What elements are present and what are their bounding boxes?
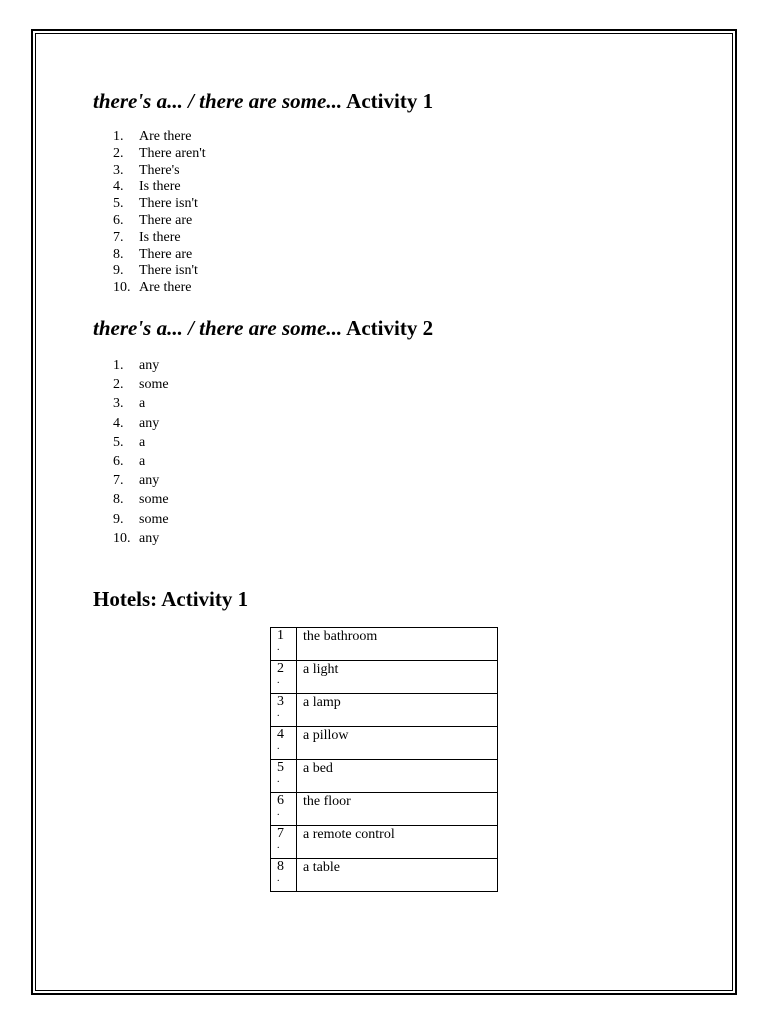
item-number: 9. — [113, 511, 124, 527]
item-text: any — [139, 473, 160, 489]
row-word-cell: a pillow — [297, 727, 498, 760]
row-number: 4 — [277, 727, 284, 742]
item-number: 3. — [113, 396, 124, 412]
row-number-dot: . — [277, 675, 280, 686]
item-text: There isn't — [139, 263, 198, 279]
activity1-heading — [93, 91, 433, 112]
item-text: Is there — [139, 179, 181, 195]
row-number-cell — [271, 661, 297, 694]
table-row — [271, 760, 498, 793]
item-text: a — [139, 434, 146, 450]
row-number-cell — [271, 628, 297, 661]
row-number: 6 — [277, 793, 284, 808]
row-number-cell — [271, 826, 297, 859]
item-text: There are — [139, 246, 193, 262]
row-word-cell: the floor — [297, 793, 498, 826]
item-text: any — [139, 415, 160, 431]
row-number-dot: . — [277, 807, 280, 818]
item-number: 1. — [113, 358, 124, 373]
item-number: 5. — [113, 196, 124, 212]
row-number: 3 — [277, 694, 284, 709]
activity2-heading — [93, 318, 433, 339]
item-text: There's — [139, 162, 180, 178]
item-text: any — [139, 530, 160, 546]
table-row — [271, 628, 498, 661]
item-number: 8. — [113, 492, 124, 508]
row-number-dot: . — [277, 741, 280, 752]
row-word-cell: a lamp — [297, 694, 498, 727]
item-number: 7. — [113, 229, 124, 245]
table-row — [271, 661, 498, 694]
row-number: 8 — [277, 859, 284, 874]
row-word-cell: the bathroom — [297, 628, 498, 661]
row-number-dot: . — [277, 840, 280, 851]
row-number-dot: . — [277, 708, 280, 719]
item-text: some — [139, 511, 169, 527]
hotels-heading: Hotels: Activity 1 — [93, 587, 249, 611]
row-number-cell — [271, 760, 297, 793]
item-number: 6. — [113, 453, 124, 469]
activity1-heading-plain: Activity 1 — [346, 89, 434, 113]
table-row — [271, 694, 498, 727]
item-number: 4. — [113, 415, 124, 431]
row-number: 7 — [277, 826, 284, 841]
item-text: some — [139, 492, 169, 508]
row-word-cell: a light — [297, 661, 498, 694]
row-word-cell: a remote control — [297, 826, 498, 859]
item-text: There isn't — [139, 196, 198, 212]
item-text: There aren't — [139, 145, 206, 161]
activity2-heading-plain: Activity 2 — [346, 316, 434, 340]
table-row — [271, 826, 498, 859]
item-text: a — [139, 453, 146, 469]
row-number-cell — [271, 793, 297, 826]
table-row — [271, 859, 498, 892]
item-number: 1. — [113, 129, 124, 144]
item-text: Are there — [139, 280, 192, 296]
row-number-dot: . — [277, 642, 280, 653]
row-word-cell: a table — [297, 859, 498, 892]
row-number: 2 — [277, 661, 284, 676]
item-text: any — [139, 358, 160, 373]
item-number: 9. — [113, 263, 124, 279]
item-text: some — [139, 377, 169, 393]
row-number-cell — [271, 694, 297, 727]
item-number: 3. — [113, 162, 124, 178]
activity2-heading-italic: there's a... / there are some... — [93, 316, 343, 340]
item-number: 6. — [113, 212, 124, 228]
item-number: 10. — [113, 530, 131, 546]
item-number: 2. — [113, 145, 124, 161]
item-text: There are — [139, 212, 193, 228]
row-number-cell — [271, 859, 297, 892]
row-number-cell — [271, 727, 297, 760]
item-number: 10. — [113, 280, 131, 296]
table-row — [271, 727, 498, 760]
activity1-heading-italic: there's a... / there are some... — [93, 89, 343, 113]
item-text: Is there — [139, 229, 181, 245]
table-row — [271, 793, 498, 826]
row-number-dot: . — [277, 873, 280, 884]
row-number-dot: . — [277, 774, 280, 785]
item-number: 5. — [113, 434, 124, 450]
row-number: 1 — [277, 628, 284, 643]
item-text: a — [139, 396, 146, 412]
row-number: 5 — [277, 760, 284, 775]
hotel-vocabulary-table — [270, 627, 498, 892]
item-number: 7. — [113, 473, 124, 489]
item-text: Are there — [139, 129, 192, 144]
item-number: 4. — [113, 179, 124, 195]
row-word-cell: a bed — [297, 760, 498, 793]
item-number: 8. — [113, 246, 124, 262]
item-number: 2. — [113, 377, 124, 393]
